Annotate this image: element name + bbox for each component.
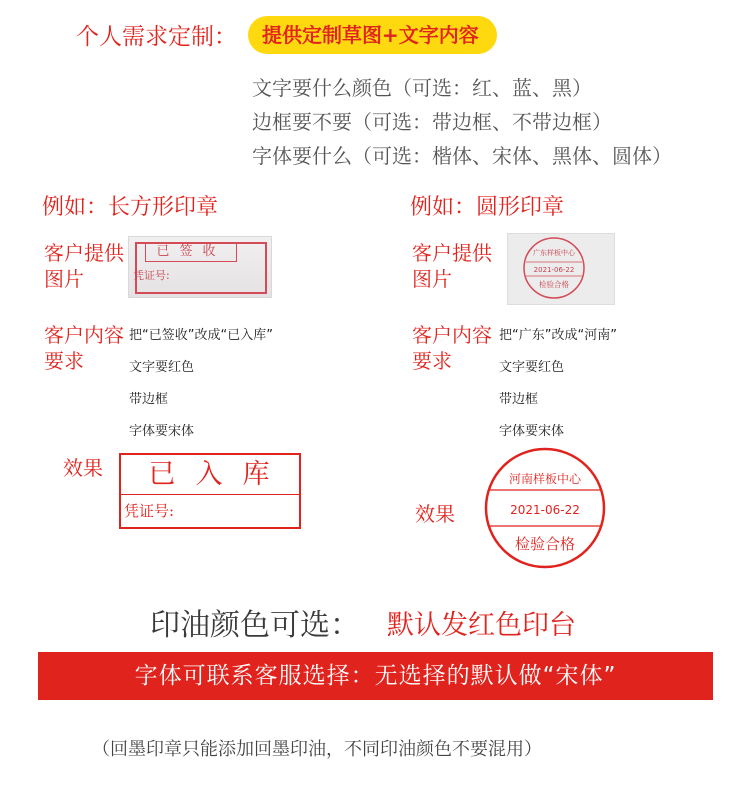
circle-req-1: 把“广东”改成“河南”	[499, 328, 617, 343]
option-color: 文字要什么颜色（可选：红、蓝、黑）	[252, 76, 592, 100]
header-highlight-pill: 提供定制草图+文字内容	[248, 16, 497, 54]
ink-value: 默认发红色印台	[387, 610, 576, 641]
circle-customer-photo	[507, 233, 615, 305]
circle-photo-bottom: 检验合格	[539, 280, 569, 289]
header-label: 个人需求定制：	[76, 24, 237, 50]
rect-photo-line1: 已签收	[145, 242, 237, 262]
circle-effect-label: 效果	[415, 502, 455, 526]
rect-photo-line2: 凭证号:	[133, 269, 170, 282]
option-border: 边框要不要（可选：带边框、不带边框）	[252, 110, 612, 134]
rect-req-2: 文字要红色	[129, 360, 195, 375]
circle-example-title: 例如：圆形印章	[410, 195, 565, 220]
ink-label: 印油颜色可选：	[150, 608, 360, 643]
circle-result-stamp	[483, 446, 607, 570]
rect-req-1: 把“已签收”改成“已入库”	[129, 328, 273, 343]
rect-photo-label: 客户提供图片	[44, 241, 124, 291]
circle-photo-top: 广东样板中心	[533, 249, 575, 257]
circle-result-svg	[483, 446, 607, 570]
circle-req-4: 字体要宋体	[499, 424, 565, 439]
circle-req-2: 文字要红色	[499, 360, 565, 375]
footer-note: （回墨印章只能添加回墨印油，不同印油颜色不要混用）	[92, 739, 542, 760]
rect-req-3: 带边框	[129, 392, 169, 407]
option-font: 字体要什么（可选：楷体、宋体、黑体、圆体）	[252, 144, 672, 168]
circle-req-3: 带边框	[499, 392, 539, 407]
circle-result-top: 河南样板中心	[508, 472, 582, 486]
circle-photo-label: 客户提供图片	[412, 241, 492, 291]
rect-effect-label: 效果	[63, 456, 103, 480]
circle-result-mid: 2021-06-22	[510, 503, 580, 517]
rect-example-title: 例如：长方形印章	[42, 195, 219, 220]
rect-result-top: 已入库	[121, 455, 299, 495]
circle-result-bottom: 检验合格	[514, 535, 576, 553]
rect-req-label: 客户内容要求	[44, 323, 124, 373]
circle-req-label: 客户内容要求	[412, 323, 492, 373]
rect-req-4: 字体要宋体	[129, 424, 195, 439]
rect-result-bottom: 凭证号:	[124, 502, 175, 520]
rect-customer-photo	[128, 236, 272, 298]
rect-result-stamp	[119, 453, 301, 529]
circle-photo-mid: 2021-06-22	[533, 266, 575, 274]
circle-photo-svg	[508, 234, 614, 304]
font-notice-banner: 字体可联系客服选择：无选择的默认做“宋体”	[38, 652, 713, 700]
